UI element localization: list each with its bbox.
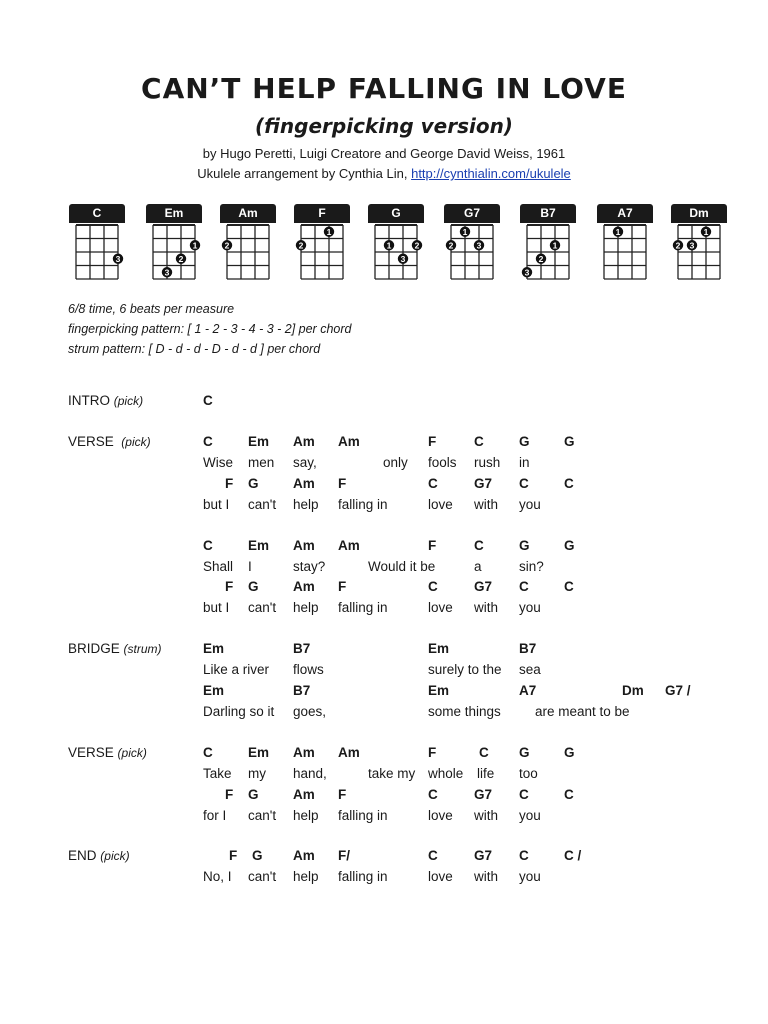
finger-dot: [446, 240, 456, 250]
chord-symbol: C: [564, 579, 574, 594]
finger-dot: [190, 240, 200, 250]
lyric-word: take my: [368, 766, 416, 781]
lyric-word: help: [293, 497, 319, 512]
finger-dot: [522, 267, 532, 277]
chord-symbol: A7: [519, 683, 537, 698]
chord-symbol: Am: [293, 538, 315, 553]
chord-symbol: C: [519, 787, 529, 802]
finger-dot: [412, 240, 422, 250]
svg-text:1: 1: [326, 226, 332, 237]
lyric-word: can't: [248, 600, 277, 615]
lyric-word: flows: [293, 662, 324, 677]
svg-text:2: 2: [298, 240, 304, 251]
finger-dot: [460, 227, 470, 237]
chord-symbol: G7: [474, 476, 493, 491]
svg-text:3: 3: [400, 253, 406, 264]
finger-dot: [701, 227, 711, 237]
svg-text:2: 2: [224, 240, 230, 251]
arrangement-prefix: Ukulele arrangement by Cynthia Lin,: [197, 166, 412, 181]
chord-symbol: Em: [248, 434, 270, 449]
svg-text:2: 2: [414, 240, 420, 251]
section-bridge: BRIDGE (strum): [68, 641, 162, 656]
chord-symbol: F: [229, 848, 238, 863]
chord-name: Em: [146, 204, 202, 223]
chord-diagram-b7: [520, 204, 576, 284]
svg-text:1: 1: [615, 226, 621, 237]
song-subtitle: (fingerpicking version): [255, 114, 513, 138]
fretboard-grid: [597, 223, 653, 281]
finger-dot: [296, 240, 306, 250]
chord-symbol: Am: [338, 538, 360, 553]
chord-symbol: F: [428, 745, 437, 760]
chord-diagram-a7: [597, 204, 653, 284]
lyric-word: can't: [248, 869, 277, 884]
chord-symbol: G7: [474, 787, 493, 802]
fretboard-grid: [294, 223, 350, 281]
lyric-word: can't: [248, 808, 277, 823]
lyric-word: only: [383, 455, 408, 470]
chord-symbol: Em: [248, 745, 270, 760]
lyric-word: are meant to be: [535, 704, 630, 719]
chord-symbol: C: [428, 787, 438, 802]
chord-symbol: C: [203, 393, 213, 408]
chord-symbol: F: [428, 538, 437, 553]
time-signature-note: 6/8 time, 6 beats per measure: [68, 302, 235, 316]
chord-diagram-f: [294, 204, 350, 284]
svg-text:2: 2: [448, 240, 454, 251]
finger-dot: [613, 227, 623, 237]
fretboard-grid: [146, 223, 202, 281]
chord-symbol: B7: [293, 641, 311, 656]
svg-text:1: 1: [552, 240, 558, 251]
chord-symbol: Em: [428, 641, 450, 656]
lyric-word: men: [248, 455, 275, 470]
lyric-word: you: [519, 869, 541, 884]
lyric-word: love: [428, 497, 453, 512]
fretboard-grid: [220, 223, 276, 281]
lyric-word: with: [474, 869, 499, 884]
finger-dot: [222, 240, 232, 250]
lyric-word: Darling so it: [203, 704, 275, 719]
finger-dot: [474, 240, 484, 250]
chord-diagram-dm: [671, 204, 727, 284]
lyric-word: but I: [203, 497, 230, 512]
lyric-word: but I: [203, 600, 230, 615]
lyric-word: falling in: [338, 600, 388, 615]
finger-dot: [536, 254, 546, 264]
chord-name: A7: [597, 204, 653, 223]
lyric-word: Like a river: [203, 662, 270, 677]
finger-dot: [398, 254, 408, 264]
chord-symbol: F: [338, 476, 347, 491]
chord-symbol: C: [203, 434, 213, 449]
lyric-word: help: [293, 808, 319, 823]
chord-symbol: G: [519, 434, 530, 449]
chord-symbol: Em: [248, 538, 270, 553]
chord-symbol: C: [479, 745, 489, 760]
chord-symbol: C: [428, 579, 438, 594]
lyric-word: for I: [203, 808, 227, 823]
chord-symbol: B7: [519, 641, 537, 656]
lyric-word: Take: [203, 766, 232, 781]
finger-dot: [673, 240, 683, 250]
svg-text:2: 2: [675, 240, 681, 251]
lyric-word: you: [519, 497, 541, 512]
chord-symbol: F: [338, 579, 347, 594]
chord-symbol: C: [519, 848, 529, 863]
lyric-word: sea: [519, 662, 541, 677]
section-end: END (pick): [68, 848, 130, 863]
chord-diagram-em: [146, 204, 202, 284]
lyric-word: sin?: [519, 559, 544, 574]
chord-symbol: F: [225, 579, 234, 594]
chord-symbol: C: [474, 538, 484, 553]
lyric-word: life: [477, 766, 495, 781]
chord-symbol: Am: [293, 579, 315, 594]
chord-symbol: Am: [293, 787, 315, 802]
fretboard-grid: [671, 223, 727, 281]
arrangement-link[interactable]: http://cynthialin.com/ukulele: [411, 166, 571, 181]
chord-name: F: [294, 204, 350, 223]
finger-dot: [687, 240, 697, 250]
lyric-word: Shall: [203, 559, 234, 574]
lyric-word: love: [428, 869, 453, 884]
lyric-word: falling in: [338, 869, 388, 884]
svg-text:3: 3: [476, 240, 482, 251]
fingerpicking-pattern-note: fingerpicking pattern: [ 1 - 2 - 3 - 4 - 3 - 2] per chord: [68, 322, 352, 336]
chord-symbol: C: [428, 476, 438, 491]
svg-text:1: 1: [703, 226, 709, 237]
lyric-word: with: [474, 808, 499, 823]
fretboard-grid: [368, 223, 424, 281]
chord-symbol: C: [428, 848, 438, 863]
chord-symbol: C: [474, 434, 484, 449]
lyric-word: Would it be: [368, 559, 436, 574]
svg-text:1: 1: [462, 226, 468, 237]
section-verse-2: VERSE (pick): [68, 745, 147, 760]
lyric-word: my: [248, 766, 266, 781]
chord-symbol: G: [519, 538, 530, 553]
chord-symbol: G7: [474, 579, 493, 594]
chord-symbol: Em: [428, 683, 450, 698]
chord-symbol: F: [225, 787, 234, 802]
finger-dot: [550, 240, 560, 250]
chord-symbol: Am: [293, 434, 315, 449]
chord-symbol: C: [519, 579, 529, 594]
chord-symbol: C: [203, 745, 213, 760]
fretboard-grid: [444, 223, 500, 281]
lyric-word: whole: [428, 766, 464, 781]
svg-text:1: 1: [192, 240, 198, 251]
lyric-word: No, I: [203, 869, 232, 884]
svg-text:2: 2: [538, 253, 544, 264]
chord-symbol: C: [564, 787, 574, 802]
svg-text:3: 3: [115, 253, 121, 264]
chord-diagram-am: [220, 204, 276, 284]
lyric-word: goes,: [293, 704, 327, 719]
svg-text:3: 3: [164, 267, 170, 278]
lyric-word: help: [293, 600, 319, 615]
chord-symbol: B7: [293, 683, 311, 698]
chord-symbol: C: [203, 538, 213, 553]
svg-text:3: 3: [689, 240, 695, 251]
lyric-word: in: [519, 455, 530, 470]
lyric-word: a: [474, 559, 482, 574]
chord-symbol: Am: [338, 745, 360, 760]
fretboard-grid: [69, 223, 125, 281]
lyric-word: I: [248, 559, 252, 574]
arrangement-credit: [0, 166, 768, 181]
chord-diagram-c: [69, 204, 125, 284]
chord-symbol: Am: [293, 848, 315, 863]
lyric-word: hand,: [293, 766, 327, 781]
lyric-word: love: [428, 600, 453, 615]
chord-symbol: G: [564, 745, 575, 760]
lyric-word: rush: [474, 455, 501, 470]
strum-pattern-note: strum pattern: [ D - d - d - D - d - d ] per chord: [68, 342, 321, 356]
chord-symbol: Am: [338, 434, 360, 449]
chord-symbol: G7: [474, 848, 493, 863]
chord-symbol: C: [564, 476, 574, 491]
chord-symbol: Dm: [622, 683, 644, 698]
chord-symbol: C /: [564, 848, 582, 863]
finger-dot: [384, 240, 394, 250]
lyric-word: help: [293, 869, 319, 884]
chord-name: Dm: [671, 204, 727, 223]
finger-dot: [113, 254, 123, 264]
chord-name: B7: [520, 204, 576, 223]
finger-dot: [324, 227, 334, 237]
chord-symbol: Em: [203, 641, 225, 656]
lyric-word: say,: [293, 455, 317, 470]
chord-symbol: F/: [338, 848, 350, 863]
section-intro: INTRO (pick): [68, 393, 144, 408]
svg-text:1: 1: [386, 240, 392, 251]
lyric-word: can't: [248, 497, 277, 512]
lyric-word: stay?: [293, 559, 326, 574]
lyric-word: too: [519, 766, 538, 781]
song-title: CAN’T HELP FALLING IN LOVE: [141, 72, 627, 105]
chord-symbol: Am: [293, 745, 315, 760]
chord-symbol: G: [248, 579, 259, 594]
finger-dot: [162, 267, 172, 277]
chord-symbol: G7 /: [665, 683, 691, 698]
chord-diagram-g: [368, 204, 424, 284]
lyric-word: falling in: [338, 808, 388, 823]
finger-dot: [176, 254, 186, 264]
svg-text:2: 2: [178, 253, 184, 264]
chord-diagram-g7: [444, 204, 500, 284]
chord-symbol: G: [248, 787, 259, 802]
byline: by Hugo Peretti, Luigi Creatore and George David Weiss, 1961: [202, 146, 566, 161]
lyric-word: fools: [428, 455, 457, 470]
chord-name: G: [368, 204, 424, 223]
chord-symbol: F: [428, 434, 437, 449]
chord-symbol: C: [519, 476, 529, 491]
chord-symbol: F: [338, 787, 347, 802]
chord-symbol: G: [519, 745, 530, 760]
chord-name: Am: [220, 204, 276, 223]
svg-text:3: 3: [524, 267, 530, 278]
lyric-word: with: [474, 600, 499, 615]
lyric-word: with: [474, 497, 499, 512]
chord-symbol: Em: [203, 683, 225, 698]
section-verse-1: VERSE (pick): [68, 434, 151, 449]
lyric-word: falling in: [338, 497, 388, 512]
chord-symbol: G: [564, 538, 575, 553]
lyric-word: love: [428, 808, 453, 823]
chord-symbol: F: [225, 476, 234, 491]
lyric-word: some things: [428, 704, 501, 719]
lyric-word: surely to the: [428, 662, 502, 677]
chord-symbol: G: [248, 476, 259, 491]
chord-name: C: [69, 204, 125, 223]
lyric-word: Wise: [203, 455, 233, 470]
lyric-word: you: [519, 808, 541, 823]
chord-name: G7: [444, 204, 500, 223]
chord-symbol: G: [252, 848, 263, 863]
chord-symbol: Am: [293, 476, 315, 491]
fretboard-grid: [520, 223, 576, 281]
playing-notes: [68, 299, 351, 359]
chord-symbol: G: [564, 434, 575, 449]
lyric-word: you: [519, 600, 541, 615]
